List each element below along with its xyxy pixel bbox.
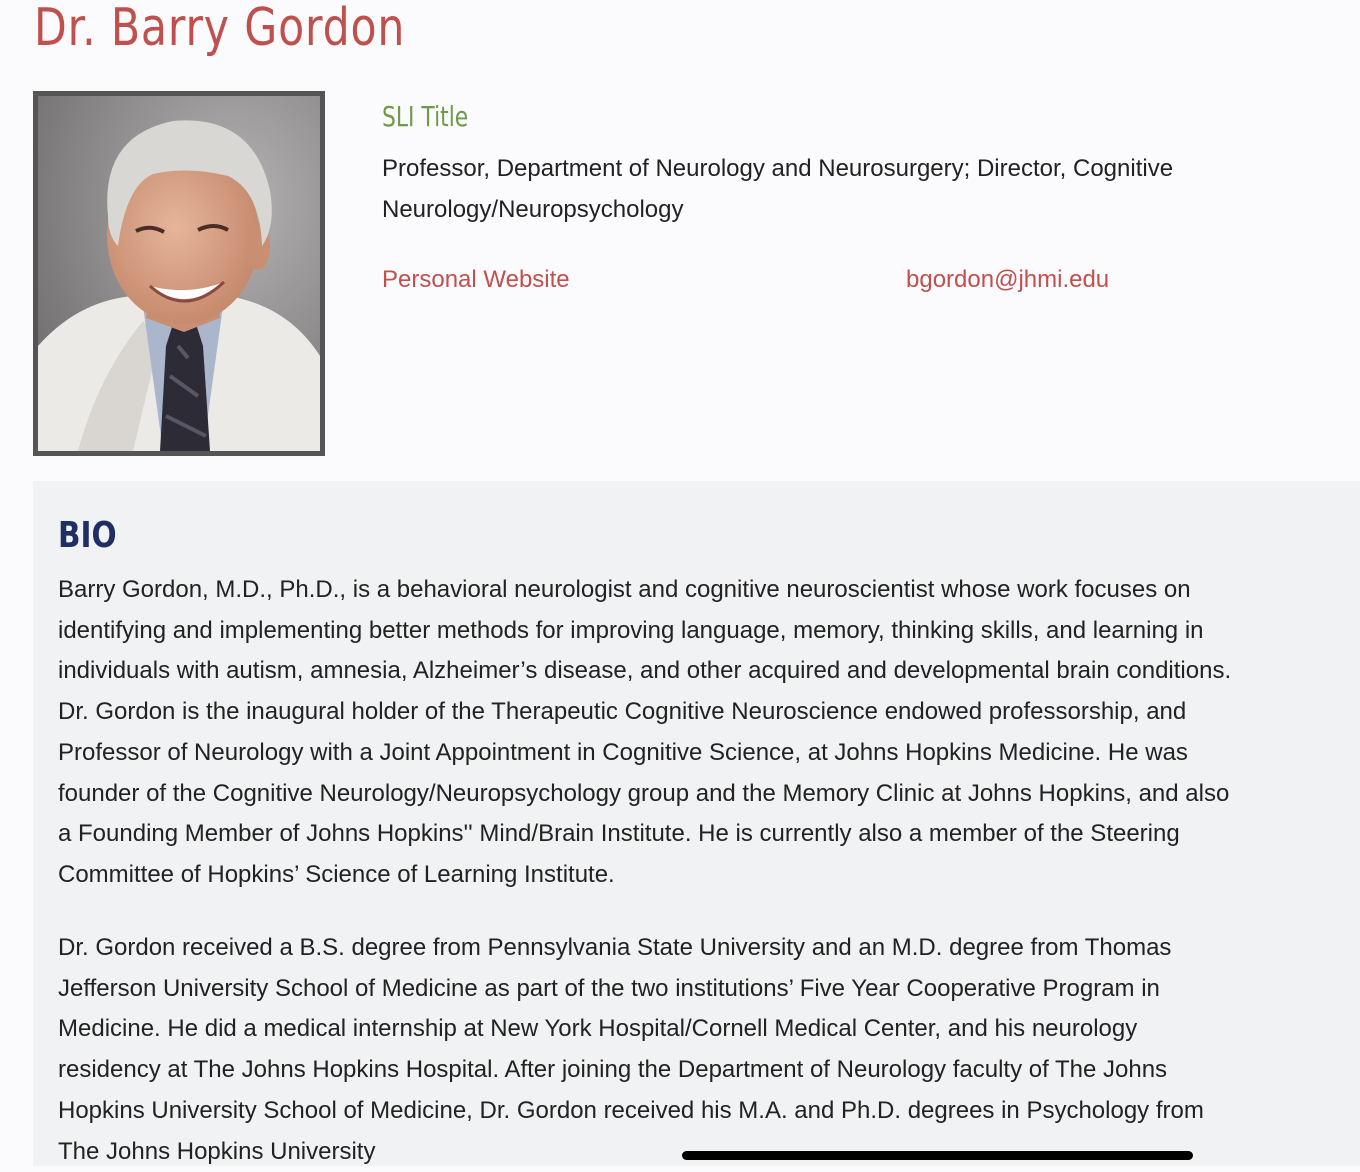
home-indicator[interactable]: [682, 1151, 1193, 1160]
bio-section: [33, 481, 1360, 1166]
portrait-photo-icon: [38, 96, 320, 451]
sli-title-label: SLI Title: [382, 100, 469, 133]
bio-paragraph: Barry Gordon, M.D., Ph.D., is a behavioral neurologist and cognitive neuroscientist whose work focuses on identifying and implementing better methods for improving language, memory, thinking skills, and learning in individuals with autism, amnesia, Alzheimer’s disease, and other acquired and developmental brain conditions. Dr. Gordon is the inaugural holder of the Therapeutic Cognitive Neuroscience endowed professorship, and Professor of Neurology with a Joint Appointment in Cognitive Science, at Johns Hopkins Medicine. He was founder of the Cognitive Neurology/Neuropsychology group and the Memory Clinic at Johns Hopkins, and also a Founding Member of Johns Hopkins'' Mind/Brain Institute. He is currently also a member of the Steering Committee of Hopkins’ Science of Learning Institute.: [58, 576, 1232, 888]
profile-photo: [33, 91, 325, 456]
job-title: Professor, Department of Neurology and Neurosurgery; Director, Cognitive Neurology/Neuropsychology: [382, 155, 1174, 223]
profile-name: Dr. Barry Gordon: [34, 0, 406, 58]
bio-paragraph: Dr. Gordon received a B.S. degree from Pennsylvania State University and an M.D. degree from Thomas Jefferson University School of Medicine as part of the two institutions’ Five Year Cooperative Program in Medicine. He did a medical internship at New York Hospital/Cornell Medical Center, and his neurology residency at The Johns Hopkins Hospital. After joining the Department of Neurology faculty of The Johns Hopkins University School of Medicine, Dr. Gordon received his M.A. and Ph.D. degrees in Psychology from The Johns Hopkins University: [58, 934, 1204, 1165]
personal-website-link[interactable]: Personal Website: [382, 266, 570, 293]
email-link[interactable]: bgordon@jhmi.edu: [906, 266, 1110, 293]
bio-heading: BIO: [58, 515, 117, 556]
